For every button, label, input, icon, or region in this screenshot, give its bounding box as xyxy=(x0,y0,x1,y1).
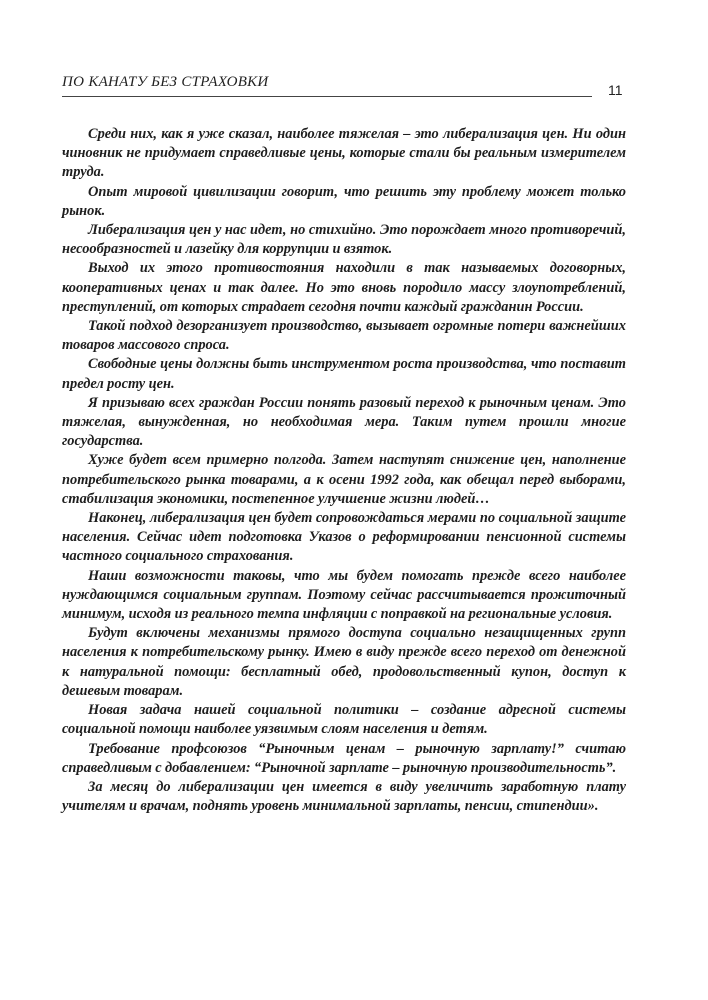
body-text xyxy=(62,125,626,816)
paragraph: Среди них, как я уже сказал, наиболее тяжелая – это либерализация цен. Ни один чиновник не придумает справедливые цены, которые стали бы реальным измерителем труда. xyxy=(62,126,626,181)
page-number: 11 xyxy=(608,82,623,98)
paragraph: Новая задача нашей социальной политики – создание адресной системы социальной помощи наиболее уязвимым слоям населения и детям. xyxy=(62,702,626,738)
paragraph: За месяц до либерализации цен имеется в виду увеличить заработную плату учителям и врачам, поднять уровень минимальной зарплаты, пенсии, стипендии». xyxy=(62,778,626,815)
paragraph: Выход их этого противостояния находили в так называемых договорных, кооперативных ценах и так далее. Но это вновь породило массу злоупотреблений, преступлений, от которых страдает сегодня почти каждый гражданин России. xyxy=(62,260,626,315)
paragraph: Наши возможности таковы, что мы будем помогать прежде всего наиболее нуждающимся социальным группам. Поэтому сейчас рассчитывается прожиточный минимум, исходя из реального темпа инфляции с поправкой на региональные условия. xyxy=(62,567,626,623)
paragraph: Такой подход дезорганизует производство, вызывает огромные потери важнейших товаров массового спроса. xyxy=(62,318,626,354)
paragraph: Опыт мировой цивилизации говорит, что решить эту проблему может только рынок. xyxy=(62,183,626,219)
paragraph: Будут включены механизмы прямого доступа социально незащищенных групп населения к потребительскому рынку. Имею в виду прежде всего переход от денежной к натуральной помощи: бесплатный обед, продовольственный купон, доступ к дешевым товарам. xyxy=(62,625,626,699)
paragraph: Либерализация цен у нас идет, но стихийно. Это порождает много противоречий, несообразностей и лазейку для коррупции и взяток. xyxy=(62,222,626,258)
paragraph: Я призываю всех граждан России понять разовый переход к рыночным ценам. Это тяжелая, вынужденная, но необходимая мера. Таким путем прошли многие государства. xyxy=(62,394,626,450)
paragraph: Свободные цены должны быть инструментом роста производства, что поставит предел росту цен. xyxy=(62,356,626,392)
paragraph: Наконец, либерализация цен будет сопровождаться мерами по социальной защите населения. Сейчас идет подготовка Указов о реформировании пенсионной системы частного социального страхования. xyxy=(62,510,626,565)
running-title: ПО КАНАТУ БЕЗ СТРАХОВКИ xyxy=(62,74,269,90)
paragraph: Хуже будет всем примерно полгода. Затем наступят снижение цен, наполнение потребительского рынка товарами, а к осени 1992 года, как обещал перед выборами, стабилизация экономики, постепенное улучшение жизни людей… xyxy=(62,452,626,507)
running-header xyxy=(62,74,592,97)
paragraph: Требование профсоюзов “Рыночным ценам – рыночную зарплату!” считаю справедливым с добавлением: “Рыночной зарплате – рыночную производительность”. xyxy=(62,740,626,776)
